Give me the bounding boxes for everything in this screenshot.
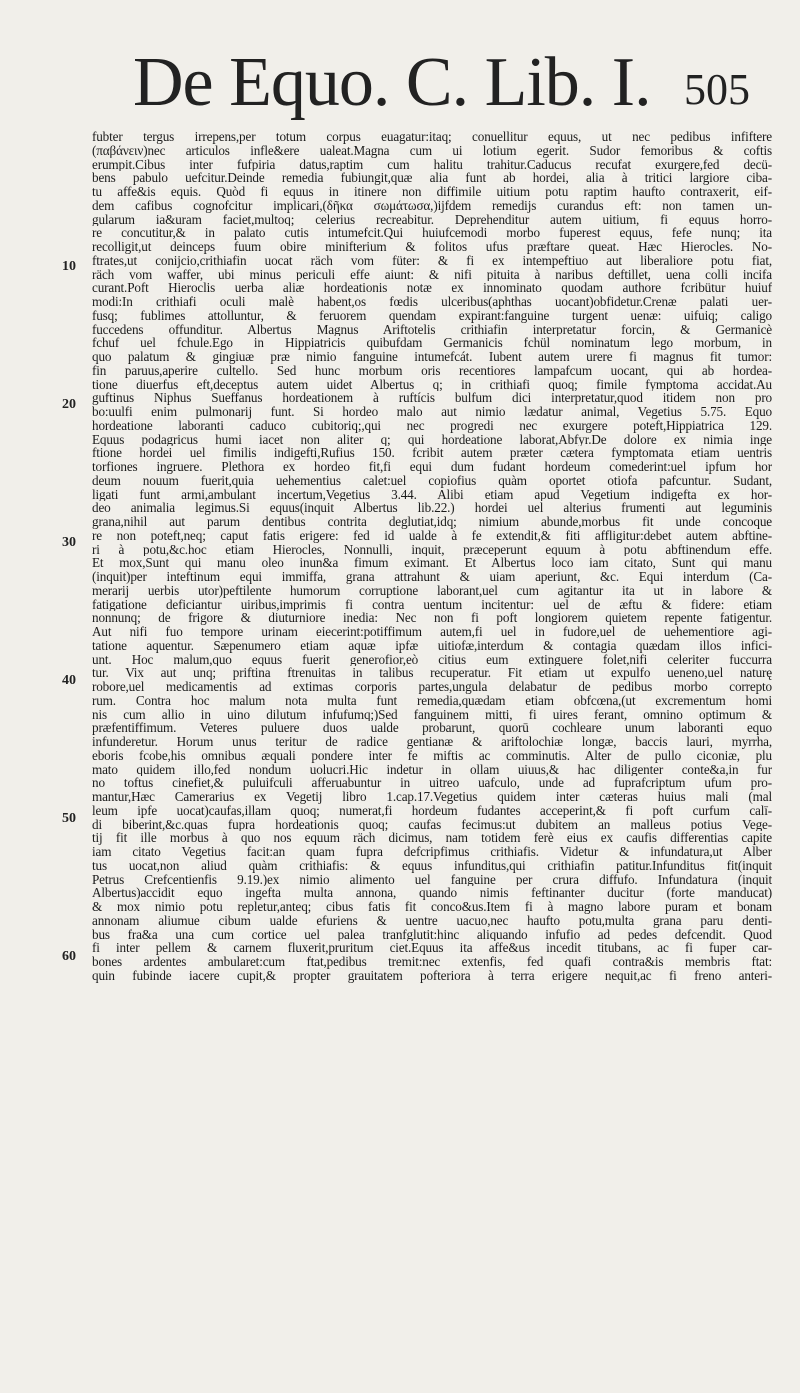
text-line: ligati funt armi,ambulant incertum,Vegetius 3.44. Alibi etiam apud Vegetium indigefta ex hor- — [92, 487, 772, 502]
text-line: fusq; fublimes attolluntur, & feruorem quendam expirant:fanguine turgent uenæ: uifuiq; caligo — [92, 308, 772, 323]
text-line: dem cafibus cognofcitur implicari,(δῆκα σωμάτωσα,)ijfdem remedijs curandus eft: non tamen un- — [92, 198, 772, 213]
text-line: nonnunq; de frigore & diuturniore inedia: Nec non fi poft longiorem quietem repente fatigentur. — [92, 611, 772, 625]
text-line: di biberint,&c.quas fupra hordeationis quoq; caufas fecimus:ut dubitem an malleus potius Vege- — [92, 817, 772, 832]
text-line: ftione hordei uel fimilis indigefti,Rufius 150. fcribit autem præter cætera fymptomata etiam uentris — [92, 446, 772, 460]
text-line: (inquit)per inteftinum equi immiffa, grana attrahunt & uiam aperiunt, &c. Equi interdum (Ca- — [92, 570, 772, 584]
line-number: 30 — [62, 535, 76, 550]
text-line: rum. Contra hoc malum nota multa funt remedia,quædam etiam obfcœna,(ut excrementum homi — [92, 693, 772, 708]
text-line: (παβάνειν)nec articulos infle&ere ualeat.Magna cum ui lotium egerit. Sudor femoribus & coftis — [92, 143, 772, 158]
text-line: fchuf uel fchule.Ego in Hippiatricis quibufdam Germanicis fchül nominatum lego morbum, in — [92, 336, 772, 350]
page-number: 505 — [684, 65, 750, 114]
text-line: tione diuerfus eft,deceptus autem uidet Albertus q; in crithiafi quoq; fimile fymptoma accidat.Au — [92, 377, 772, 392]
running-title: De Equo. C. Lib. I. — [133, 44, 651, 121]
text-line: Equus podagricus humi iacet non aliter q; qui hordeatione laborat,Abfyr.De dolore ex nimia inge — [92, 432, 772, 447]
text-line: bo:uulfi enim pulmonarij funt. Si hordeo malo aut nimio lædatur animal, Vegetius 5.75. Equo — [92, 405, 772, 419]
text-line: erumpit.Cibus inter fufpiria datus,raptim cum halitu trahitur.Caducus recufat exurgere,fed decü- — [92, 157, 772, 172]
text-line: tatione aquentur. Sæpenumero etiam aquæ ipfæ uitiofæ,interdum & contagia quædam illos infici- — [92, 638, 772, 653]
text-line: no toftus cinefiet,& puluifculi afferuabuntur in uitreo uafculo, unde ad fuprafcriptum ufum pro- — [92, 776, 772, 790]
text-line: nis cum allio in uino dilutum infufumq;)Sed fanguinem mitti, fi uires ferant, omnino optimum & — [92, 707, 772, 722]
line-number: 50 — [62, 811, 76, 826]
text-line: torfiones ingruere. Plethora ex hordeo fit,fi equi dum fudant hordeum comederint:uel ipfum hor — [92, 460, 772, 474]
text-line: merarij uerbis utor)peftilente humorum corruptione laborant,uel cum agitantur ita ut in labore & — [92, 583, 772, 598]
line-number: 20 — [62, 397, 76, 412]
text-line: tij fit ille morbus à quo nos equum räch dicimus, nam totidem ferè eius ex caufis differentias capite — [92, 831, 772, 845]
text-line: bones ardentes ambularet:cum ftat,pedibus tremit:nec extenfis, fed quafi contra&is membris ftat: — [92, 955, 772, 969]
text-line: iam citato Vegetius facit:an quam fupra defcripfimus crithiafis. Videtur & infundatura,ut Alber — [92, 845, 772, 859]
page-header — [0, 38, 800, 128]
text-line: Aut nifi fuo tempore urinam eiecerint:potiffimum autem,fi uel in fudore,uel de uehementiore agi- — [92, 625, 772, 639]
text-line: mato quidem illo,fed nondum uolucri.Hic indetur in ollam uiuus,& hac diligenter conte&a,in fur — [92, 762, 772, 777]
text-line: fatigatione deficiantur uiribus,imprimis fi contra uentum incitentur: uel de æftu & fidere: etiam — [92, 597, 772, 612]
text-line: mantur,Hæc Camerarius ex Vegetij libro 1.cap.17.Vegetius quidem inter cæteras huius mali (mal — [92, 790, 772, 804]
line-number: 40 — [62, 673, 76, 688]
text-line: eboris fcobe,his omnibus æquali pondere inter fe miftis ac comminutis. Alter de pullo ciconiæ, plu — [92, 748, 772, 763]
text-line: gularum ia&uram faciet,multoq; celerius recreabitur. Deprehenditur autem uitium, fi equus horro- — [92, 212, 772, 227]
text-line: re non poteft,neq; caput fatis erigere: fed id ualde à fe extendit,& fiti affligitur:debet autem abftine- — [92, 528, 772, 543]
text-line: deo animalia legimus.Si equus(inquit Albertus lib.22.) hordei uel alterius frumenti aut leguminis — [92, 501, 772, 515]
text-line: præfentiffimum. Veteres puluere duos ualde probarunt, quorū cochleare unum laboranti equo — [92, 721, 772, 735]
text-line: fi inter pellem & carnem fluxerit,pruritum ciet.Equus ita affe&us incedit titubans, ac fi fuper car- — [92, 941, 772, 955]
text-line: tur. Vix aut unq; priftina ftrenuitas in talibus recuperatur. Fit etiam ut expulfo ueneno,uel naturę — [92, 666, 772, 680]
text-line: guftinus Niphus Sueffanus hordeationem à ruftícis bulfum dici interpretatur,quod itidem non pro — [92, 391, 772, 405]
text-line: & mox nimio potu repletur,anteq; cibus fatis fit conco&us.Item fi à magno labore puram et bonam — [92, 900, 772, 914]
text-line: ftrates,ut conijcio,crithiafin uocat räch vom füter: & fi ex intempeftiuo aut liberaliore potu fiat, — [92, 253, 772, 268]
text-line: robore,uel medicamentis ad extimas corporis partes,ungula delabatur de pedibus morbo correpto — [92, 680, 772, 694]
text-line: bens pabulo uefcitur.Deinde remedia fubiungit,quæ alia funt ab hordei, alia à tritici largiore ciba- — [92, 171, 772, 185]
text-line: räch vom waffer, ubi minus periculi effe aiunt: & nifi pituita à naribus deftillet, uena colli incifa — [92, 267, 772, 282]
text-line: Albertus)accidit equo ingefta multa annona, quando nimis feftinanter ducitur (forte manducat) — [92, 886, 772, 900]
text-line: tu affe&is equis. Quòd fi equus in itinere non diffimile uitium potu raptim haufto contraxerit, eif- — [92, 185, 772, 199]
line-number-margin — [0, 0, 90, 1393]
text-line: re concutitur,& in palato cutis intumefcit.Qui huiufcemodi morbo fuperest equus, fefe nunq; ita — [92, 226, 772, 240]
text-line: fin paruus,aperire cultello. Sed hunc morbum oris recentiores lampafcum uocant, qui ab hordea- — [92, 363, 772, 378]
text-line: quo palatum & gingiuæ præ nimio fanguine intumefcát. Iubent autem urere fi magnus fit tumor: — [92, 350, 772, 364]
text-line: bus fra&a una cum cortice uel palea tranfglutit:hinc aliquando infufio ad pedes defcendit. Quod — [92, 927, 772, 942]
text-line: Et mox,Sunt qui manu oleo inun&a fimum eximant. Et Albertus loco iam citato, Sunt qui manu — [92, 556, 772, 570]
text-line: tus uocat,non aliud quàm crithiafis: & equus infunditus,qui crithiafin patitur.Infunditus fit(inquit — [92, 858, 772, 873]
text-line: deum nouum fuerit,quia uehementius calet:uel copiofius quàm oportet otiofa pafcuntur. Sudant, — [92, 473, 772, 488]
text-line: quin fubinde iacere cupit,& propter grauitatem pofteriora à terra erigere nequit,ac fi freno anteri- — [92, 968, 772, 983]
text-line: annonam aliumue cibum ualde efuriens & uentre uacuo,nec haufto potu,multa grana paru denti- — [92, 913, 772, 928]
text-line: ri à potu,&c.hoc etiam Hierocles, Nonnulli, inquit, præceperunt equum à potu abftinendum effe. — [92, 542, 772, 557]
text-line: fubter tergus irrepens,per totum corpus euagatur:itaq; conuellitur equus, ut nec pedibus infiftere — [92, 130, 772, 144]
text-line: leum ipfe uocat)caufas,illam quoq; numerat,fi hordeum fudantes acceperint,& fi poft curfum calī- — [92, 803, 772, 818]
body-text — [92, 130, 772, 983]
text-line: grana,nihil aut parum dentibus contrita deglutiat,idq; nimium abunde,morbus fit unde concoque — [92, 515, 772, 529]
text-line: fuccedens offunditur. Albertus Magnus Ariftotelis crithiafin interpretatur forcin, & Germanicè — [92, 322, 772, 337]
text-line: curant.Poft Hieroclis uerba aliæ hordeationis notæ ex innominato quodam authore fcribütur huiuf — [92, 281, 772, 295]
text-line: recolligit,ut deinceps fuum obire minifterium & folitos ufus præftare queat. Hæc Hierocles. No- — [92, 240, 772, 254]
text-line: modi:In crithiafi oculi malè habent,os fœdis ulceribus(aphthas uocant)obfidetur.Crenæ palati uer- — [92, 295, 772, 309]
line-number: 60 — [62, 949, 76, 964]
text-line: unt. Hoc malum,quo equus fuerit generofior,eò citius eum extinguere folet,nifi celeriter fuccurra — [92, 652, 772, 667]
line-number: 10 — [62, 259, 76, 274]
text-line: hordeatione laboranti caduco cubitoriq;,qui nec progredi nec exurgere poteft,Hippiatrica 129. — [92, 418, 772, 433]
text-line: Petrus Crefcentienfis 9.19.)ex nimio alimento uel fanguine per crura diffufo. Infundatura (inquit — [92, 872, 772, 887]
text-line: infunderetur. Horum unus teritur de radice gentianæ & ariftolochiæ longæ, baccis lauri, myrrha, — [92, 735, 772, 749]
